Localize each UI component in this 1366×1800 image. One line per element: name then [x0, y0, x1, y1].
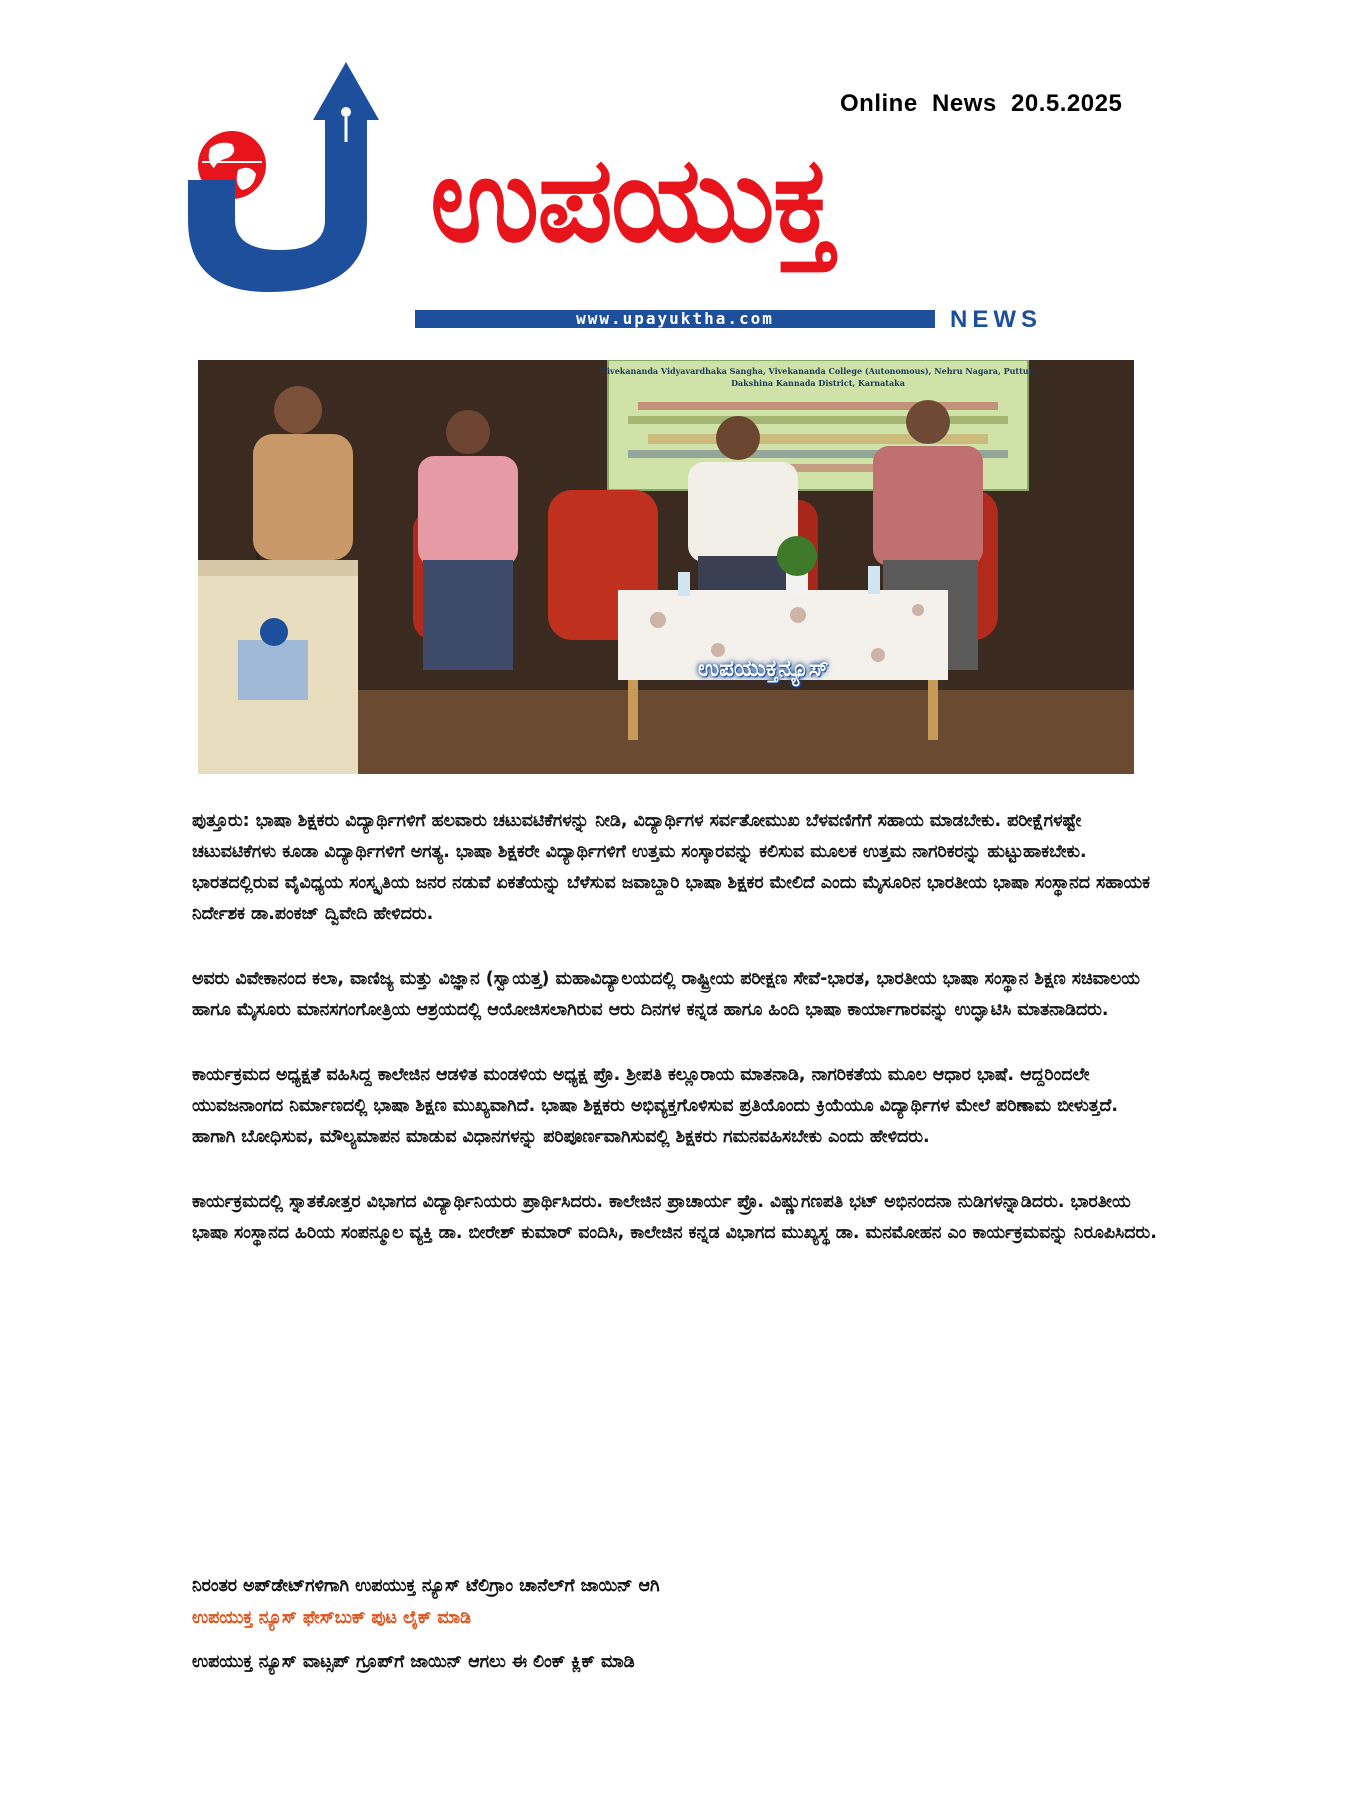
telegram-channel-link[interactable]: ನಿರಂತರ ಅಪ್‌ಡೇಟ್‌ಗಳಿಗಾಗಿ ಉಪಯುಕ್ತ ನ್ಯೂಸ್ ಟೆಲಿಗ್ರಾಂ ಚಾನೆಲ್‌ಗೆ ಜಾಯಿನ್ ಆಗಿ [192, 1576, 660, 1596]
article-paragraph-1-text: ಭಾಷಾ ಶಿಕ್ಷಕರು ವಿದ್ಯಾರ್ಥಿಗಳಿಗೆ ಹಲವಾರು ಚಟುವಟಿಕೆಗಳನ್ನು ನೀಡಿ, ವಿದ್ಯಾರ್ಥಿಗಳ ಸರ್ವತೋಮುಖ ಬೆಳವಣಿಗೆಗೆ ಸಹಾಯ ಮಾಡಬೇಕು. ಪರೀಕ್ಷೆಗಳಷ್ಟೇ ಚಟುವಟಿಕೆಗಳು ಕೂಡಾ ವಿದ್ಯಾರ್ಥಿಗಳಿಗೆ ಅಗತ್ಯ. ಭಾಷಾ ಶಿಕ್ಷಕರೇ ವಿದ್ಯಾರ್ಥಿಗಳಿಗೆ ಉತ್ತಮ ಸಂಸ್ಕಾರವನ್ನು ಕಲಿಸುವ ಮೂಲಕ ಉತ್ತಮ ನಾಗರಿಕರನ್ನು ಹುಟ್ಟುಹಾಕಬೇಕು. ಭಾರತದಲ್ಲಿರುವ ವೈವಿಧ್ಯಯ ಸಂಸ್ಕೃತಿಯ ಜನರ ನಡುವೆ ಏಕತೆಯನ್ನು ಬೆಳೆಸುವ ಜವಾಬ್ದಾರಿ ಭಾಷಾ ಶಿಕ್ಷಕರ ಮೇಲಿದೆ ಎಂದು ಮೈಸೂರಿನ ಭಾರತೀಯ ಭಾಷಾ ಸಂಸ್ಥಾನದ ಸಹಾಯಕ ನಿರ್ದೇಶಕ ಡಾ.ಪಂಕಜ್ ದ್ವಿವೇದಿ ಹೇಳಿದರು. [192, 811, 1150, 924]
upayuktha-logo-mark [180, 60, 410, 310]
photo-watermark: ಉಪಯುಕ್ತನ್ಯೂಸ್ [698, 656, 829, 682]
banner-line-1: Vivekananda Vidyavardhaka Sangha, Vivekananda College (Autonomous), Nehru Nagara, Puttur, [600, 366, 1036, 376]
banner-line-2: Dakshina Kannada District, Karnataka [731, 378, 905, 388]
article-paragraph-2: ಅವರು ವಿವೇಕಾನಂದ ಕಲಾ, ವಾಣಿಜ್ಯ ಮತ್ತು ವಿಜ್ಞಾನ (ಸ್ವಾಯತ್ತ) ಮಹಾವಿದ್ಯಾಲಯದಲ್ಲಿ ರಾಷ್ಟ್ರೀಯ ಪರೀಕ್ಷಣ ಸೇವೆ-ಭಾರತ, ಭಾರತೀಯ ಭಾಷಾ ಸಂಸ್ಥಾನ ಶಿಕ್ಷಣ ಸಚಿವಾಲಯ ಹಾಗೂ ಮೈಸೂರು ಮಾನಸಗಂಗೋತ್ರಿಯ ಆಶ್ರಯದಲ್ಲಿ ಆಯೋಜಿಸಲಾಗಿರುವ ಆರು ದಿನಗಳ ಕನ್ನಡ ಹಾಗೂ ಹಿಂದಿ ಭಾಷಾ ಕಾರ್ಯಾಗಾರವನ್ನು ಉದ್ಘಾಟಿಸಿ ಮಾತನಾಡಿದರು. [192, 969, 1140, 1020]
event-photo [198, 360, 1134, 774]
brand-title: ಉಪಯುಕ್ತ [430, 130, 834, 268]
news-tag: NEWS [950, 306, 1042, 333]
article-paragraph-1 [192, 806, 1162, 930]
online-news-date: Online News 20.5.2025 [840, 90, 1123, 117]
facebook-page-link[interactable]: ಉಪಯುಕ್ತ ನ್ಯೂಸ್ ಫೇಸ್‌ಬುಕ್ ಪುಟ ಲೈಕ್ ಮಾಡಿ [192, 1608, 471, 1628]
website-url[interactable]: www.upayuktha.com [415, 310, 935, 328]
article-body [192, 806, 1162, 1283]
whatsapp-group-link[interactable]: ಉಪಯುಕ್ತ ನ್ಯೂಸ್ ವಾಟ್ಸಪ್ ಗ್ರೂಪ್‌ಗೆ ಜಾಯಿನ್ ಆಗಲು ಈ ಲಿಂಕ್ ಕ್ಲಿಕ್ ಮಾಡಿ [192, 1652, 635, 1672]
article-paragraph-3: ಕಾರ್ಯಕ್ರಮದ ಅಧ್ಯಕ್ಷತೆ ವಹಿಸಿದ್ದ ಕಾಲೇಜಿನ ಆಡಳಿತ ಮಂಡಳಿಯ ಅಧ್ಯಕ್ಷ ಪ್ರೊ. ಶ್ರೀಪತಿ ಕಲ್ಲೂರಾಯ ಮಾತನಾಡಿ, ನಾಗರಿಕತೆಯ ಮೂಲ ಆಧಾರ ಭಾಷೆ. ಆದ್ದರಿಂದಲೇ ಯುವಜನಾಂಗದ ನಿರ್ಮಾಣದಲ್ಲಿ ಭಾಷಾ ಶಿಕ್ಷಣ ಮುಖ್ಯವಾಗಿದೆ. ಭಾಷಾ ಶಿಕ್ಷಕರು ಅಭಿವ್ಯಕ್ತಗೊಳಿಸುವ ಪ್ರತಿಯೊಂದು ಕ್ರಿಯೆಯೂ ವಿದ್ಯಾರ್ಥಿಗಳ ಮೇಲೆ ಪರಿಣಾಮ ಬೀಳುತ್ತದೆ. ಹಾಗಾಗಿ ಬೋಧಿಸುವ, ಮೌಲ್ಯಮಾಪನ ಮಾಡುವ ವಿಧಾನಗಳನ್ನು ಪರಿಪೂರ್ಣವಾಗಿಸುವಲ್ಲಿ ಶಿಕ್ಷಕರು ಗಮನವಹಿಸಬೇಕು ಎಂದು ಹೇಳಿದರು. [192, 1065, 1118, 1147]
footer-links [192, 1570, 1162, 1678]
dateline: ಪುತ್ತೂರು: [192, 811, 250, 831]
article-paragraph-4: ಕಾರ್ಯಕ್ರಮದಲ್ಲಿ ಸ್ನಾತಕೋತ್ತರ ವಿಭಾಗದ ವಿದ್ಯಾರ್ಥಿನಿಯರು ಪ್ರಾರ್ಥಿಸಿದರು. ಕಾಲೇಜಿನ ಪ್ರಾಚಾರ್ಯ ಪ್ರೊ. ವಿಷ್ಣುಗಣಪತಿ ಭಟ್ ಅಭಿನಂದನಾ ನುಡಿಗಳನ್ನಾಡಿದರು. ಭಾರತೀಯ ಭಾಷಾ ಸಂಸ್ಥಾನದ ಹಿರಿಯ ಸಂಪನ್ಮೂಲ ವ್ಯಕ್ತಿ ಡಾ. ಬೀರೇಶ್ ಕುಮಾರ್ ವಂದಿಸಿ, ಕಾಲೇಜಿನ ಕನ್ನಡ ವಿಭಾಗದ ಮುಖ್ಯಸ್ಥ ಡಾ. ಮನಮೋಹನ ಎಂ ಕಾರ್ಯಕ್ರಮವನ್ನು ನಿರೂಪಿಸಿದರು. [192, 1192, 1157, 1243]
masthead [180, 60, 1140, 340]
